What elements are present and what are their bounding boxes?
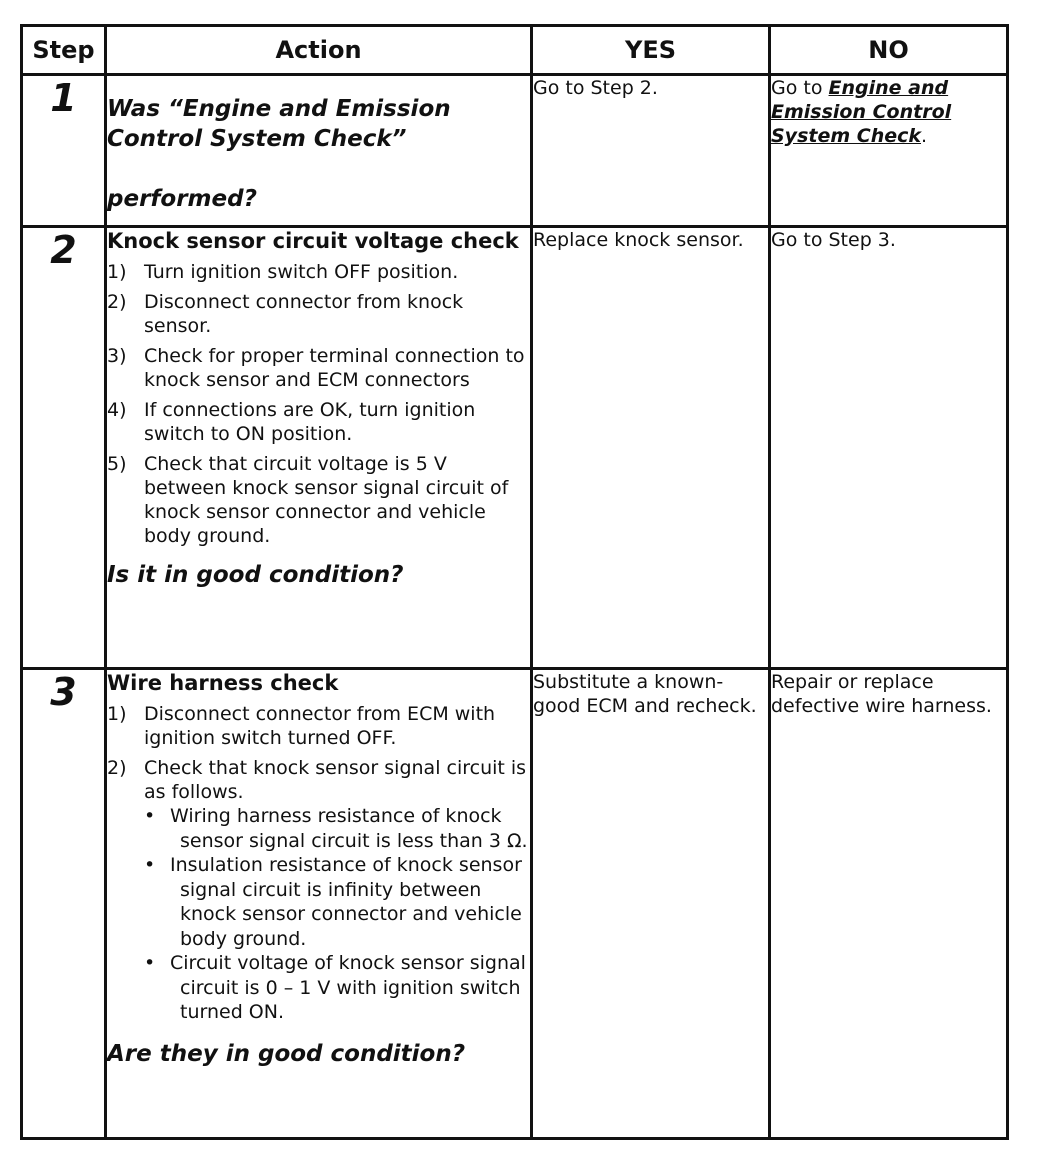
action-cell bbox=[106, 75, 532, 227]
item-number: 1) bbox=[107, 703, 127, 725]
action-question: Was “Engine and Emission Control System Check” bbox=[107, 96, 451, 152]
bullet-item bbox=[144, 853, 530, 951]
list-item bbox=[107, 260, 530, 284]
item-text: Check for proper terminal connection to knock sensor and ECM connectors bbox=[144, 345, 525, 391]
item-text: Turn ignition switch OFF position. bbox=[144, 261, 459, 283]
yes-cell: Go to Step 2. bbox=[532, 75, 770, 227]
no-text-end: . bbox=[921, 125, 928, 147]
list-item bbox=[107, 702, 530, 750]
step-number: 1 bbox=[22, 75, 106, 227]
list-item bbox=[107, 290, 530, 338]
table-row bbox=[22, 669, 1008, 1139]
item-number: 1) bbox=[107, 261, 127, 283]
list-item bbox=[107, 756, 530, 1025]
table-row bbox=[22, 75, 1008, 227]
action-question: Are they in good condition? bbox=[107, 1040, 466, 1067]
list-item bbox=[107, 344, 530, 392]
item-number: 2) bbox=[107, 291, 127, 313]
header-step: Step bbox=[22, 26, 106, 75]
action-question: Is it in good condition? bbox=[107, 562, 404, 588]
item-text: Disconnect connector from ECM with ignition switch turned OFF. bbox=[144, 703, 496, 749]
item-number: 4) bbox=[107, 399, 127, 421]
item-number: 5) bbox=[107, 453, 127, 475]
bullet-item bbox=[144, 951, 530, 1025]
diagnostic-table bbox=[20, 24, 1009, 1140]
procedure-list bbox=[107, 702, 530, 1025]
bullet-item bbox=[144, 804, 530, 853]
no-cell: Repair or replace defective wire harness. bbox=[770, 669, 1008, 1139]
header-no: NO bbox=[770, 26, 1008, 75]
list-item bbox=[107, 452, 530, 548]
yes-cell: Substitute a known-good ECM and recheck. bbox=[532, 669, 770, 1139]
list-item bbox=[107, 398, 530, 446]
action-title: Wire harness check bbox=[107, 671, 339, 695]
table-row bbox=[22, 227, 1008, 669]
header-row bbox=[22, 26, 1008, 75]
item-text: Check that circuit voltage is 5 V between knock sensor signal circuit of knock sensor connector and vehicle body ground. bbox=[144, 453, 509, 547]
item-text: Disconnect connector from knock sensor. bbox=[144, 291, 464, 337]
bullet-icon: • bbox=[144, 854, 156, 876]
procedure-list bbox=[107, 260, 530, 548]
action-cell bbox=[106, 227, 532, 669]
condition-list bbox=[144, 804, 530, 1025]
bullet-icon: • bbox=[144, 952, 156, 974]
action-cell bbox=[106, 669, 532, 1139]
step-number: 3 bbox=[22, 669, 106, 1139]
step-number: 2 bbox=[22, 227, 106, 669]
item-number: 2) bbox=[107, 757, 127, 779]
action-question-end: performed? bbox=[107, 186, 257, 212]
no-text: Go to bbox=[771, 77, 829, 99]
bullet-text: Wiring harness resistance of knock sensor signal circuit is less than 3 Ω. bbox=[170, 805, 528, 852]
header-yes: YES bbox=[532, 26, 770, 75]
no-cell bbox=[770, 75, 1008, 227]
no-cell: Go to Step 3. bbox=[770, 227, 1008, 669]
item-text: Check that knock sensor signal circuit is as follows. bbox=[144, 757, 527, 803]
item-text: If connections are OK, turn ignition switch to ON position. bbox=[144, 399, 476, 445]
header-action: Action bbox=[106, 26, 532, 75]
bullet-icon: • bbox=[144, 805, 156, 827]
bullet-text: Circuit voltage of knock sensor signal circuit is 0 – 1 V with ignition switch turned ON. bbox=[170, 952, 526, 1023]
bullet-text: Insulation resistance of knock sensor signal circuit is infinity between knock sensor connector and vehicle body ground. bbox=[170, 854, 522, 950]
item-number: 3) bbox=[107, 345, 127, 367]
system-check-link[interactable]: Engine and Emission Control System Check bbox=[771, 77, 952, 147]
yes-cell: Replace knock sensor. bbox=[532, 227, 770, 669]
action-title: Knock sensor circuit voltage check bbox=[107, 229, 519, 253]
